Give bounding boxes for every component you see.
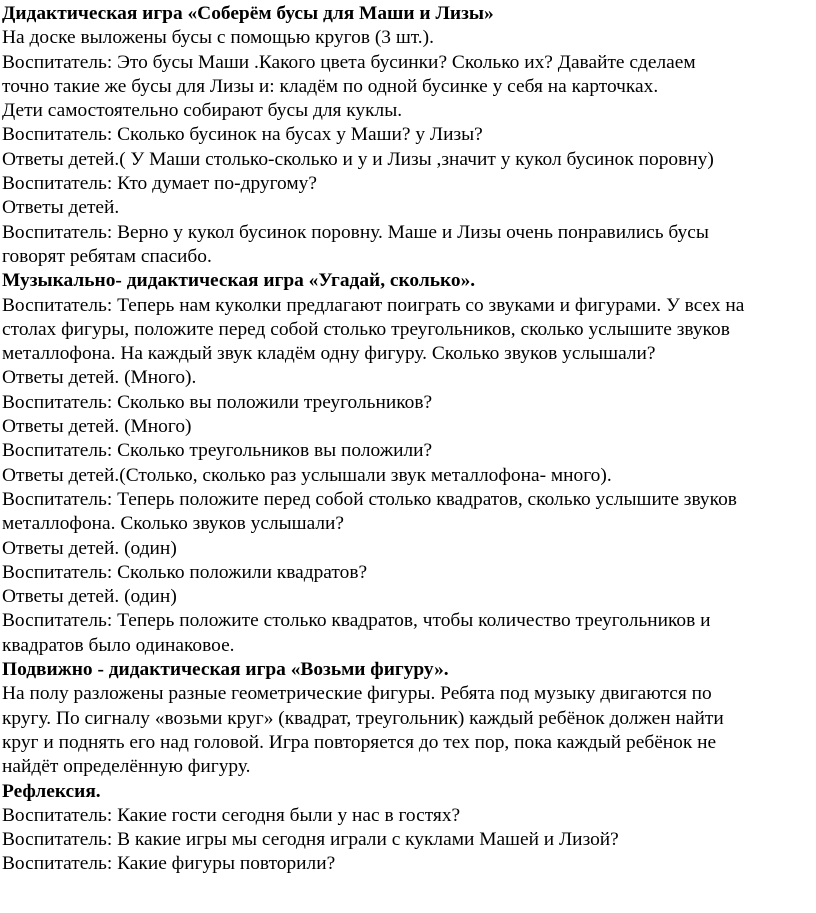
text-line: Воспитатель: Какие гости сегодня были у нас в гостях? [2, 804, 461, 826]
text-line: столах фигуры, положите перед собой столько треугольников, сколько услышите звуков [2, 318, 730, 340]
text-line: точно такие же бусы для Лизы и: кладём по одной бусинке у себя на карточках. [2, 75, 659, 97]
section-heading-reflection: Рефлексия. [2, 780, 101, 802]
text-line: Воспитатель: Сколько вы положили треугольников? [2, 391, 433, 413]
text-line: Ответы детей. (один) [2, 537, 177, 559]
text-line: Ответы детей. (один) [2, 586, 177, 608]
text-line: кругу. По сигналу «возьми круг» (квадрат, треугольник) каждый ребёнок должен найти [2, 707, 724, 729]
text-line: На доске выложены бусы с помощью кругов (3 шт.). [2, 27, 434, 49]
text-line: Дети самостоятельно собирают бусы для куклы. [2, 100, 403, 122]
text-line: Воспитатель: Теперь положите перед собой столько квадратов, сколько услышите звуков [2, 488, 737, 510]
text-line: квадратов было одинаковое. [2, 634, 235, 656]
text-line: найдёт определённую фигуру. [2, 756, 251, 778]
text-line: Воспитатель: Теперь положите столько квадратов, чтобы количество треугольников и [2, 610, 711, 632]
text-line: круг и поднять его над головой. Игра повторяется до тех пор, пока каждый ребёнок не [2, 731, 717, 753]
text-line: Воспитатель: Сколько положили квадратов? [2, 561, 368, 583]
text-line: Ответы детей. (Много) [2, 416, 192, 438]
section-heading-beads-game: Дидактическая игра «Соберём бусы для Маши и Лизы» [2, 3, 494, 24]
text-line: Ответы детей. (Много). [2, 367, 197, 389]
text-line: Ответы детей.( У Маши столько-сколько и у и Лизы ,значит у кукол бусинок поровну) [2, 148, 714, 170]
section-heading-take-a-figure: Подвижно - дидактическая игра «Возьми фигуру». [2, 659, 449, 681]
text-line: говорят ребятам спасибо. [2, 245, 212, 267]
text-line: Воспитатель: Теперь нам куколки предлагают поиграть со звуками и фигурами. У всех на [2, 294, 745, 316]
section-heading-guess-how-many: Музыкально- дидактическая игра «Угадай, сколько». [2, 270, 476, 292]
text-line: Воспитатель: Какие фигуры повторили? [2, 853, 336, 875]
text-line: Воспитатель: Кто думает по-другому? [2, 173, 317, 195]
text-line: Воспитатель: Сколько треугольников вы положили? [2, 440, 433, 462]
text-line: Воспитатель: Сколько бусинок на бусах у Маши? у Лизы? [2, 124, 483, 146]
text-line: Воспитатель: Верно у кукол бусинок поровну. Маше и Лизы очень понравились бусы [2, 221, 709, 243]
document-page [2, 2, 814, 877]
text-line: На полу разложены разные геометрические фигуры. Ребята под музыку двигаются по [2, 683, 712, 705]
text-line: металлофона. На каждый звук кладём одну фигуру. Сколько звуков услышали? [2, 343, 656, 365]
text-line: металлофона. Сколько звуков услышали? [2, 513, 345, 535]
text-line: Ответы детей.(Столько, сколько раз услышали звук металлофона- много). [2, 464, 612, 486]
text-line: Ответы детей. [2, 197, 120, 219]
text-line: Воспитатель: В какие игры мы сегодня играли с куклами Машей и Лизой? [2, 829, 619, 851]
text-line: Воспитатель: Это бусы Маши .Какого цвета бусинки? Сколько их? Давайте сделаем [2, 51, 696, 73]
